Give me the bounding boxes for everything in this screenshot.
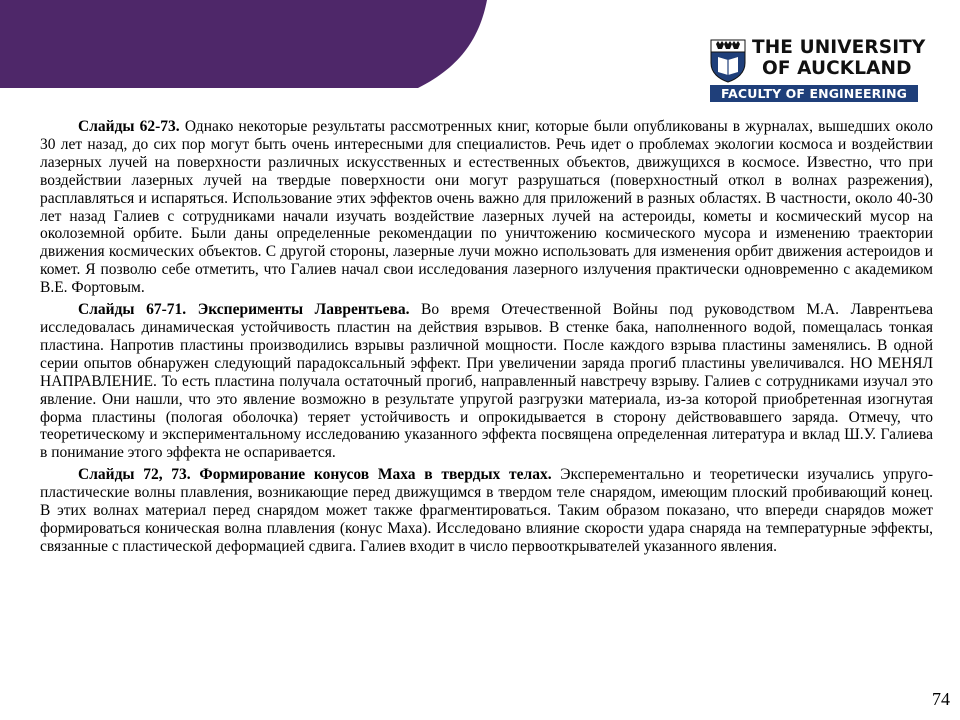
paragraph-heading: Слайды 62-73. (78, 118, 180, 135)
page-number: 74 (932, 689, 950, 709)
logo-faculty-bar: FACULTY OF ENGINEERING (710, 85, 918, 102)
paragraph-text: Во время Отечественной Войны под руководством М.А. Лаврентьева исследовалась динамическая устойчивость пластин на действия взрывов. В стенке бака, наполненного водой, помещалась тонкая пластина. Напротив пластины производились взрывы различной мощности. После каждого взрыва пластины заменялись. В одной серии опытов обнаружен следующий парадоксальный эффект. При увеличении заряда прогиб пластины увеличивался. НО МЕНЯЛ НАПРАВЛЕНИЕ. То есть пластина получала остаточный прогиб, направленный навстречу взрыву. Галиев с сотрудниками изучал это явление. Они нашли, что это явление возможно в результате упругой разгрузки материала, из-за которой приобретенная изогнутая форма пластины (пологая оболочка) теряет устойчивость и опрокидывается в сторону действовавшего заряда. Отмечу, что теоретическому и экспериментальному исследованию указанного эффекта посвящена определенная литература и вклад Ш.У. Галиева в понимание этого эффекта не оспаривается. (40, 301, 933, 462)
paragraph-text: Эксперементально и теоретически изучались упруго-пластические волны плавления, возникающие перед движущимся в твердом теле снарядом, имеющим плоский пробивающий конец. В этих волнах материал перед снарядом может также фрагментироваться. Таким образом показано, что впереди снарядов может формироваться коническая волна плавления (конус Маха). Исследовано влияние скорости удара снаряда на температурные эффекты, связанные с пластической деформацией сдвига. Галиев входит в число первооткрывателей указанного явления. (40, 466, 933, 555)
paragraph-text: Однако некоторые результаты рассмотренных книг, которые были опубликованы в журналах, вышедших около 30 лет назад, до сих пор могут быть очень интересными для специалистов. Речь идет о проблемах экологии космоса и воздействии лазерных лучей на поверхности различных искусственных и естественных объектов, движущихся в космосе. Известно, что при воздействии лазерных лучей на твердые поверхности они могут разрушаться (поверхностный откол в волнах разрежения), расплавляться и испаряться. Использование этих эффектов очень важно для приложений в разных областях. В частности, около 40-30 лет назад Галиев с сотрудниками начали изучать воздействие лазерных лучей на астероиды, кометы и космический мусор на околоземной орбите. Были даны определенные рекомендации по уничтожению космического мусора и изменению траектории движения космических объектов. С другой стороны, лазерные лучи можно использовать для изменения орбит движения астероидов и комет. Я позволю себе отметить, что Галиев начал свои исследования лазерного излучения практически одновременно с академиком В.Е. Фортовым. (40, 118, 933, 297)
paragraph-heading: Слайды 72, 73. Формирование конусов Маха в твердых телах. (78, 466, 552, 484)
paragraph-heading: Слайды 67-71. Эксперименты Лаврентьева. (78, 301, 410, 319)
header-swoosh-band (0, 0, 500, 90)
university-logo (706, 36, 926, 104)
paragraph-slides-67-71 (40, 301, 933, 462)
paragraph-slides-62-73 (40, 118, 933, 297)
logo-line-auckland: OF AUCKLAND (762, 58, 912, 79)
paragraph-slides-72-73 (40, 466, 933, 556)
body-text (40, 118, 933, 560)
university-crest-icon (710, 39, 746, 83)
logo-line-university: THE UNIVERSITY (752, 37, 926, 58)
